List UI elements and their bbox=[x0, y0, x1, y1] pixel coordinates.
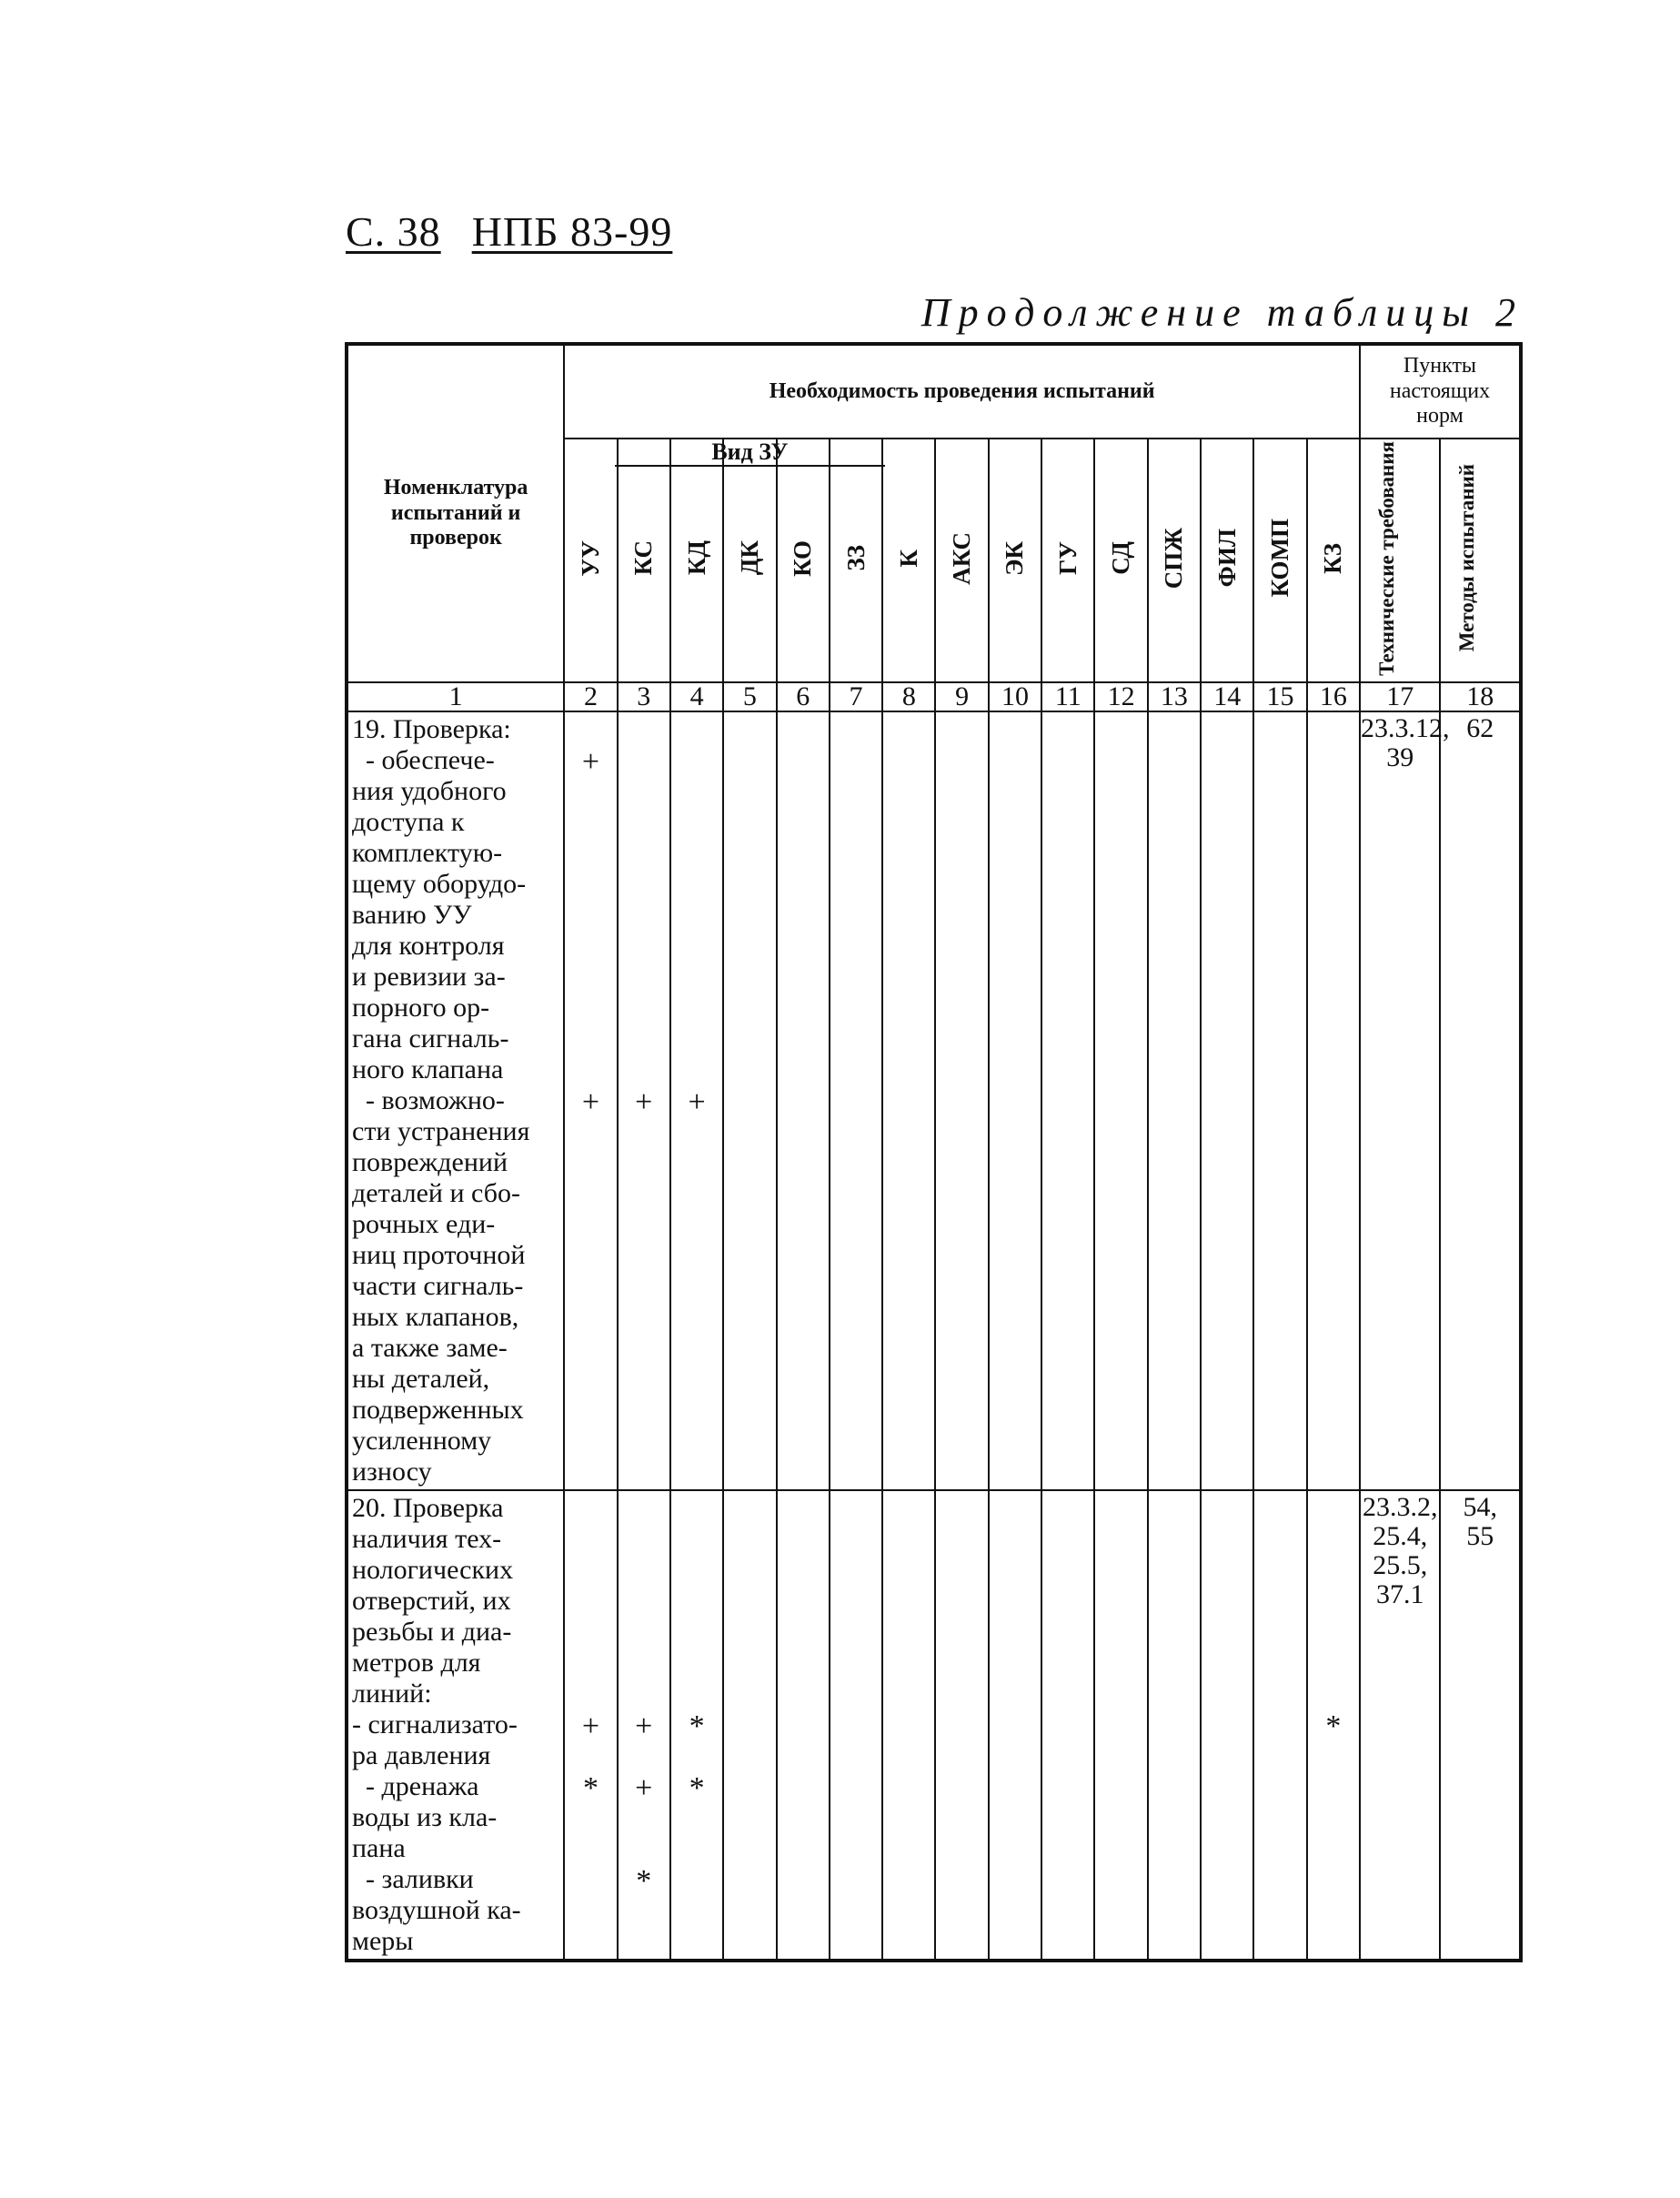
mark-cell bbox=[882, 1490, 935, 1961]
vid-zu-label: Вид ЗУ bbox=[615, 439, 884, 467]
col-zz: ЗЗ bbox=[830, 439, 882, 682]
description-line: пана bbox=[352, 1833, 406, 1863]
column-number: 4 bbox=[670, 682, 723, 711]
col-k: К bbox=[882, 439, 935, 682]
tech-requirements-cell bbox=[1360, 1490, 1440, 1961]
tech-requirement: 23.3.2, bbox=[1362, 1492, 1438, 1522]
description-line: ных клапанов, bbox=[352, 1302, 519, 1332]
mark-cell bbox=[618, 1490, 670, 1961]
test-mark: + bbox=[635, 1771, 653, 1805]
test-mark: * bbox=[1325, 1709, 1342, 1743]
description-line: доступа к bbox=[352, 807, 465, 837]
test-mark: * bbox=[636, 1864, 652, 1898]
tech-requirement: 25.5, bbox=[1373, 1550, 1428, 1580]
column-number: 17 bbox=[1360, 682, 1440, 711]
mark-cell bbox=[882, 711, 935, 1490]
description-line: износу bbox=[352, 1457, 432, 1487]
test-description bbox=[347, 711, 564, 1490]
description-line: резьбы и диа- bbox=[352, 1617, 512, 1647]
description-line: ра давления bbox=[352, 1740, 491, 1770]
column-number: 8 bbox=[882, 682, 935, 711]
description-line: воздушной ка- bbox=[352, 1895, 521, 1925]
mark-cell bbox=[1201, 711, 1253, 1490]
references-header: Пункты настоящих норм bbox=[1360, 344, 1521, 439]
mark-cell bbox=[1148, 1490, 1201, 1961]
description-line: порного ор- bbox=[352, 993, 490, 1023]
table-row bbox=[347, 1490, 1521, 1961]
mark-cell bbox=[670, 1490, 723, 1961]
column-number: 9 bbox=[935, 682, 988, 711]
column-number: 1 bbox=[347, 682, 564, 711]
group-header: Необходимость проведения испытаний bbox=[564, 344, 1360, 439]
mark-cell bbox=[989, 711, 1041, 1490]
mark-cell bbox=[935, 1490, 988, 1961]
description-line: рочных еди- bbox=[352, 1209, 496, 1239]
test-mark: + bbox=[581, 745, 600, 779]
column-number: 3 bbox=[618, 682, 670, 711]
test-mark: + bbox=[635, 1709, 653, 1743]
table-row bbox=[347, 711, 1521, 1490]
test-methods-cell bbox=[1440, 1490, 1521, 1961]
test-description bbox=[347, 1490, 564, 1961]
test-method: 54, bbox=[1463, 1492, 1497, 1522]
column-number: 2 bbox=[564, 682, 617, 711]
description-line: нологических bbox=[352, 1555, 514, 1585]
mark-cell bbox=[1201, 1490, 1253, 1961]
test-methods-cell bbox=[1440, 711, 1521, 1490]
nomenclature-header: Номенклатура испытаний и проверок bbox=[347, 344, 564, 682]
column-number: 10 bbox=[989, 682, 1041, 711]
page-header bbox=[346, 207, 703, 256]
mark-cell bbox=[723, 1490, 776, 1961]
test-mark: * bbox=[582, 1771, 599, 1805]
mark-cell bbox=[777, 711, 830, 1490]
test-mark: * bbox=[689, 1771, 705, 1805]
tests-table bbox=[345, 342, 1523, 1962]
col-kd: КД bbox=[670, 439, 723, 682]
page-number: С. 38 bbox=[346, 208, 441, 255]
description-line: и ревизии за- bbox=[352, 962, 506, 992]
description-line: ния удобного bbox=[352, 776, 507, 806]
tech-requirement: 25.4, bbox=[1373, 1521, 1428, 1551]
mark-cell bbox=[1253, 1490, 1306, 1961]
mark-cell bbox=[1041, 1490, 1094, 1961]
mark-cell bbox=[1094, 1490, 1147, 1961]
description-line: щему оборудо- bbox=[352, 869, 527, 899]
col-ks: КС bbox=[618, 439, 670, 682]
description-line: сти устранения bbox=[352, 1116, 530, 1146]
col-tech-req: Технические требования bbox=[1360, 439, 1440, 682]
description-line: деталей и сбо- bbox=[352, 1178, 520, 1208]
col-kz: КЗ bbox=[1307, 439, 1360, 682]
mark-cell bbox=[564, 711, 617, 1490]
column-number: 15 bbox=[1253, 682, 1306, 711]
column-number: 12 bbox=[1094, 682, 1147, 711]
description-line: наличия тех- bbox=[352, 1524, 502, 1554]
mark-cell bbox=[723, 711, 776, 1490]
column-number: 16 bbox=[1307, 682, 1360, 711]
mark-cell bbox=[989, 1490, 1041, 1961]
mark-cell bbox=[564, 1490, 617, 1961]
description-line: части сигналь- bbox=[352, 1271, 524, 1301]
mark-cell bbox=[830, 711, 882, 1490]
column-number: 5 bbox=[723, 682, 776, 711]
col-uu: УУ bbox=[564, 439, 617, 682]
test-mark: + bbox=[581, 1085, 600, 1119]
description-line: гана сигналь- bbox=[352, 1023, 509, 1054]
test-mark: + bbox=[688, 1085, 706, 1119]
mark-cell bbox=[670, 711, 723, 1490]
description-line: а также заме- bbox=[352, 1333, 508, 1363]
mark-cell bbox=[618, 711, 670, 1490]
column-number: 13 bbox=[1148, 682, 1201, 711]
test-method: 62 bbox=[1466, 713, 1494, 743]
document-code: НПБ 83-99 bbox=[471, 208, 673, 255]
description-line: ванию УУ bbox=[352, 900, 472, 930]
mark-cell bbox=[777, 1490, 830, 1961]
column-number: 6 bbox=[777, 682, 830, 711]
test-mark: + bbox=[581, 1709, 600, 1743]
column-number: 11 bbox=[1041, 682, 1094, 711]
description-line: 19. Проверка: bbox=[352, 714, 511, 744]
description-line: ны деталей, bbox=[352, 1364, 490, 1394]
col-ek: ЭК bbox=[989, 439, 1041, 682]
description-line: повреждений bbox=[352, 1147, 508, 1177]
test-mark: * bbox=[689, 1709, 705, 1743]
col-ko: КО bbox=[777, 439, 830, 682]
mark-cell bbox=[1253, 711, 1306, 1490]
column-number: 14 bbox=[1201, 682, 1253, 711]
mark-cell bbox=[1094, 711, 1147, 1490]
mark-cell bbox=[830, 1490, 882, 1961]
description-line: ниц проточной bbox=[352, 1240, 526, 1270]
description-line: - заливки bbox=[352, 1864, 474, 1894]
mark-cell bbox=[935, 711, 988, 1490]
table-caption: Продолжение таблицы 2 bbox=[920, 290, 1524, 335]
description-line: меры bbox=[352, 1926, 414, 1956]
mark-cell bbox=[1148, 711, 1201, 1490]
description-line: комплектую- bbox=[352, 838, 503, 868]
col-aks: АКС bbox=[935, 439, 988, 682]
tech-requirement: 37.1 bbox=[1375, 1579, 1424, 1609]
description-line: метров для bbox=[352, 1648, 481, 1678]
description-line: - обеспече- bbox=[352, 745, 495, 775]
test-method: 55 bbox=[1466, 1521, 1494, 1551]
column-number: 7 bbox=[830, 682, 882, 711]
col-sd: СД bbox=[1094, 439, 1147, 682]
col-komp: КОМП bbox=[1253, 439, 1306, 682]
col-methods: Методы испытаний bbox=[1440, 439, 1521, 682]
description-line: для контроля bbox=[352, 931, 505, 961]
mark-cell bbox=[1307, 711, 1360, 1490]
mark-cell bbox=[1041, 711, 1094, 1490]
tech-requirement: 39 bbox=[1386, 742, 1414, 772]
description-line: воды из кла- bbox=[352, 1802, 498, 1832]
column-number: 18 bbox=[1440, 682, 1521, 711]
column-numbers-row bbox=[347, 682, 1521, 711]
description-line: - дренажа bbox=[352, 1771, 479, 1801]
col-dk: Вид ЗУ ДК bbox=[723, 439, 776, 682]
tech-requirements-cell bbox=[1360, 711, 1450, 1490]
tech-requirement: 23.3.12, bbox=[1360, 713, 1450, 743]
col-spzh: СПЖ bbox=[1148, 439, 1201, 682]
description-line: - сигнализато- bbox=[352, 1709, 518, 1739]
description-line: отверстий, их bbox=[352, 1586, 511, 1616]
description-line: - возможно- bbox=[352, 1085, 505, 1115]
test-mark: + bbox=[635, 1085, 653, 1119]
description-line: усиленному bbox=[352, 1426, 492, 1456]
mark-cell bbox=[1307, 1490, 1360, 1961]
col-fil: ФИЛ bbox=[1201, 439, 1253, 682]
description-line: 20. Проверка bbox=[352, 1493, 504, 1523]
description-line: подверженных bbox=[352, 1395, 524, 1425]
description-line: линий: bbox=[352, 1679, 432, 1709]
description-line: ного клапана bbox=[352, 1054, 504, 1084]
col-gu: ГУ bbox=[1041, 439, 1094, 682]
